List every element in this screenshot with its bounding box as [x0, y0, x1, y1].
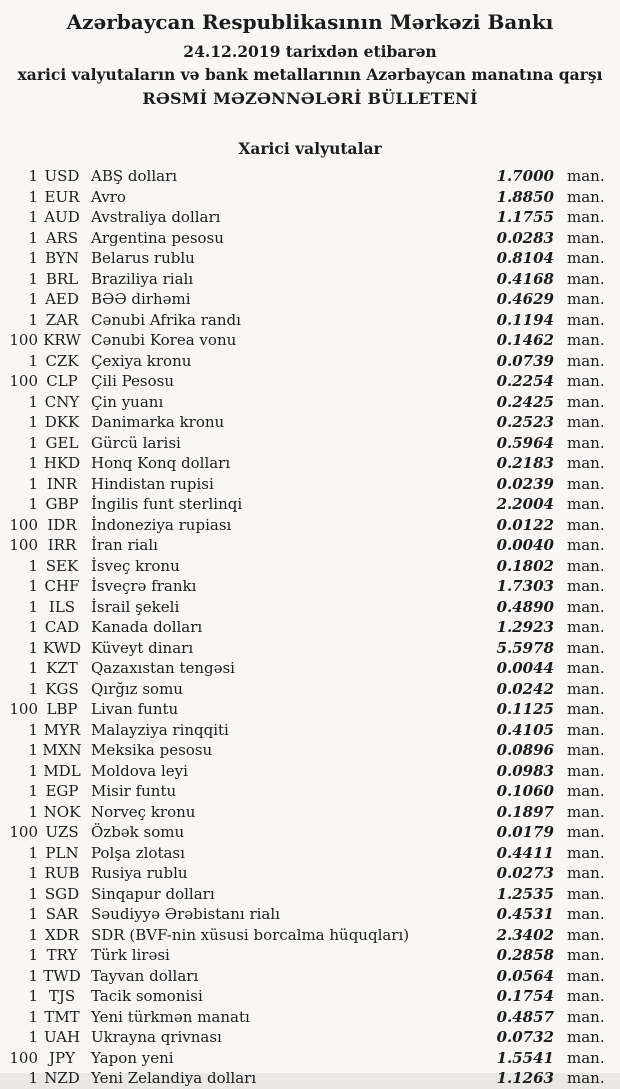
unit-label: man. [567, 577, 605, 595]
rate-row-pln [0, 843, 620, 864]
unit-label: man. [567, 659, 605, 677]
currency-code: TWD [43, 966, 81, 985]
unit-label: man. [567, 269, 605, 288]
exchange-rate-value: 1.2923 [496, 618, 554, 636]
currency-code: CLP [46, 372, 78, 390]
currency-name: SDR (BVF-nin xüsusi borcalma hüquqları) [91, 925, 410, 944]
currency-code: AUD [44, 208, 80, 226]
rate-row-usd [0, 166, 620, 187]
rate-row-tjs [0, 986, 620, 1007]
quantity-value: 100 [9, 331, 38, 349]
exchange-rate-value: 0.0983 [496, 761, 554, 780]
unit-label: man. [567, 495, 605, 513]
rate-row-aed [0, 289, 620, 310]
unit-label: man. [567, 454, 605, 472]
unit-label: man. [567, 556, 605, 575]
unit-label: man. [567, 741, 605, 759]
currency-name: Livan funtu [91, 700, 179, 718]
rate-row-uah [0, 1027, 620, 1048]
rate-row-kzt [0, 658, 620, 679]
exchange-rate-value: 0.0242 [496, 679, 554, 698]
currency-name: Sinqapur dolları [91, 884, 215, 903]
quantity-value: 100 [9, 700, 38, 718]
quantity-value: 1 [28, 187, 38, 206]
exchange-rate-value: 0.0122 [496, 515, 554, 534]
currency-code: CHF [44, 577, 80, 595]
exchange-rate-value: 0.4890 [496, 597, 554, 616]
rate-row-kgs [0, 679, 620, 700]
rates-table [0, 166, 620, 1089]
unit-label: man. [567, 884, 605, 903]
currency-code: RUB [44, 864, 80, 882]
rate-row-rub [0, 863, 620, 884]
exchange-rate-value: 0.1462 [496, 331, 554, 349]
currency-name: Moldova leyi [91, 761, 188, 780]
currency-name: Çexiya kronu [91, 351, 192, 370]
rate-row-ars [0, 228, 620, 249]
exchange-rate-value: 0.1897 [496, 802, 554, 821]
currency-code: ILS [48, 597, 76, 616]
quantity-value: 100 [9, 823, 38, 841]
rate-row-sek [0, 556, 620, 577]
currency-name: Rusiya rublu [91, 864, 188, 882]
currency-name: İran rialı [91, 536, 158, 554]
currency-name: Çin yuanı [91, 392, 164, 411]
currency-code: EUR [44, 187, 80, 206]
quantity-value: 1 [28, 310, 38, 329]
quantity-value: 1 [28, 228, 38, 247]
unit-label: man. [567, 187, 605, 206]
currency-code: SAR [45, 905, 79, 923]
currency-code: HKD [43, 454, 81, 472]
currency-code: EGP [45, 782, 79, 800]
currency-name: Yapon yeni [91, 1048, 174, 1067]
currency-code: DKK [44, 413, 80, 431]
currency-code: XDR [45, 925, 79, 944]
rate-row-sar [0, 904, 620, 925]
quantity-value: 1 [28, 556, 38, 575]
quantity-value: 1 [28, 782, 38, 800]
currency-name: Yeni türkmən manatı [91, 1007, 250, 1026]
quantity-value: 100 [9, 1048, 38, 1067]
rate-row-aud [0, 207, 620, 228]
unit-label: man. [567, 351, 605, 370]
exchange-rate-value: 0.0283 [496, 228, 554, 247]
currency-name: Hindistan rupisi [91, 474, 214, 493]
exchange-rate-value: 0.4411 [496, 843, 554, 862]
rate-row-eur [0, 187, 620, 208]
currency-code: KWD [42, 638, 82, 657]
unit-label: man. [567, 372, 605, 390]
quantity-value: 1 [28, 433, 38, 452]
currency-code: TRY [46, 946, 78, 964]
exchange-rate-value: 0.1125 [496, 700, 554, 718]
rate-row-tmt [0, 1007, 620, 1028]
exchange-rate-value: 0.4629 [496, 290, 554, 308]
currency-name: Qırğız somu [91, 679, 183, 698]
rate-row-twd [0, 966, 620, 987]
rate-row-lbp [0, 699, 620, 720]
quantity-value: 1 [28, 843, 38, 862]
currency-code: NOK [43, 802, 81, 821]
currency-code: GBP [45, 495, 79, 513]
currency-code: KZT [46, 659, 78, 677]
currency-code: UZS [45, 823, 79, 841]
currency-name: Misir funtu [91, 782, 177, 800]
currency-code: MYR [43, 720, 81, 739]
rate-row-sgd [0, 884, 620, 905]
unit-label: man. [567, 843, 605, 862]
exchange-rate-value: 0.2183 [496, 454, 554, 472]
unit-label: man. [567, 823, 605, 841]
unit-label: man. [567, 597, 605, 616]
currency-code: JPY [48, 1048, 75, 1067]
exchange-rate-value: 0.2523 [496, 413, 554, 431]
currency-name: İndoneziya rupiası [91, 515, 232, 534]
rate-row-hkd [0, 453, 620, 474]
currency-name: Qazaxıstan tengəsi [91, 659, 235, 677]
currency-code: SGD [44, 884, 80, 903]
unit-label: man. [567, 474, 605, 493]
exchange-rate-value: 0.4168 [496, 269, 554, 288]
exchange-rate-value: 0.2858 [496, 946, 554, 964]
rate-row-xdr [0, 925, 620, 946]
quantity-value: 1 [28, 884, 38, 903]
exchange-rate-value: 1.8850 [496, 187, 554, 206]
currency-code: CZK [45, 351, 79, 370]
unit-label: man. [567, 700, 605, 718]
unit-label: man. [567, 864, 605, 882]
rate-row-gbp [0, 494, 620, 515]
quantity-value: 1 [28, 905, 38, 923]
quantity-value: 1 [28, 495, 38, 513]
bulletin-subtitle: xarici valyutaların və bank metallarının Azərbaycan manatına qarşı [17, 65, 603, 84]
quantity-value: 1 [28, 618, 38, 636]
rate-row-mdl [0, 761, 620, 782]
currency-code: TJS [48, 987, 76, 1005]
currency-code: USD [44, 167, 80, 185]
currency-code: AED [45, 290, 79, 308]
rate-row-idr [0, 515, 620, 536]
rate-row-brl [0, 269, 620, 290]
exchange-rate-value: 0.2254 [496, 372, 554, 390]
currency-name: Ukrayna qrivnası [91, 1028, 222, 1046]
currency-name: Kanada dolları [91, 618, 203, 636]
rate-row-inr [0, 474, 620, 495]
quantity-value: 1 [28, 987, 38, 1005]
unit-label: man. [567, 1007, 605, 1026]
exchange-rate-value: 0.1754 [496, 987, 554, 1005]
unit-label: man. [567, 987, 605, 1005]
unit-label: man. [567, 331, 605, 349]
currency-name: Tayvan dolları [91, 966, 199, 985]
rate-row-irr [0, 535, 620, 556]
exchange-rate-value: 0.0044 [496, 659, 554, 677]
unit-label: man. [567, 433, 605, 452]
exchange-rate-value: 1.1755 [496, 208, 554, 226]
unit-label: man. [567, 1069, 605, 1087]
currency-name: BƏƏ dirhəmi [91, 290, 191, 308]
unit-label: man. [567, 167, 605, 185]
rate-row-cad [0, 617, 620, 638]
rate-row-chf [0, 576, 620, 597]
bulletin-name: RƏSMİ MƏZƏNNƏLƏRİ BÜLLETENİ [142, 89, 478, 108]
quantity-value: 1 [28, 392, 38, 411]
unit-label: man. [567, 905, 605, 923]
rate-row-nzd [0, 1068, 620, 1089]
quantity-value: 1 [28, 659, 38, 677]
currency-name: Türk lirəsi [91, 946, 170, 964]
exchange-rate-value: 2.3402 [496, 925, 554, 944]
rate-row-jpy [0, 1048, 620, 1069]
rate-row-gel [0, 433, 620, 454]
unit-label: man. [567, 782, 605, 800]
unit-label: man. [567, 1048, 605, 1067]
currency-name: Polşa zlotası [91, 843, 185, 862]
quantity-value: 1 [28, 802, 38, 821]
effective-date-line: 24.12.2019 tarixdən etibarən [183, 42, 437, 61]
currency-name: Norveç kronu [91, 802, 196, 821]
unit-label: man. [567, 638, 605, 657]
exchange-rate-value: 0.5964 [496, 433, 554, 452]
exchange-rate-value: 0.1194 [496, 310, 554, 329]
quantity-value: 1 [28, 946, 38, 964]
quantity-value: 1 [28, 269, 38, 288]
exchange-rate-value: 1.5541 [496, 1048, 554, 1067]
currency-name: Avro [91, 187, 126, 206]
exchange-rate-value: 0.0732 [496, 1028, 554, 1046]
currency-code: IDR [47, 515, 77, 534]
currency-code: MDL [43, 761, 81, 780]
unit-label: man. [567, 966, 605, 985]
rate-row-dkk [0, 412, 620, 433]
currency-code: NZD [44, 1069, 80, 1087]
quantity-value: 1 [28, 290, 38, 308]
quantity-value: 1 [28, 454, 38, 472]
quantity-value: 1 [28, 413, 38, 431]
quantity-value: 1 [28, 966, 38, 985]
currency-code: UAH [43, 1028, 81, 1046]
currency-name: Belarus rublu [91, 249, 195, 267]
currency-name: Honq Konq dolları [91, 454, 231, 472]
currency-code: BRL [45, 269, 79, 288]
quantity-value: 1 [28, 1069, 38, 1087]
quantity-value: 1 [28, 925, 38, 944]
exchange-rate-value: 0.0564 [496, 966, 554, 985]
quantity-value: 1 [28, 1028, 38, 1046]
quantity-value: 1 [28, 1007, 38, 1026]
rate-row-krw [0, 330, 620, 351]
exchange-rate-value: 2.2004 [496, 495, 554, 513]
rate-row-ils [0, 597, 620, 618]
rate-row-byn [0, 248, 620, 269]
rate-row-try [0, 945, 620, 966]
rate-row-clp [0, 371, 620, 392]
quantity-value: 1 [28, 577, 38, 595]
exchange-rate-value: 0.1060 [496, 782, 554, 800]
exchange-rate-value: 1.1263 [496, 1069, 554, 1087]
exchange-rate-value: 1.2535 [496, 884, 554, 903]
unit-label: man. [567, 310, 605, 329]
exchange-rate-value: 0.0239 [496, 474, 554, 493]
currency-code: KGS [45, 679, 79, 698]
unit-label: man. [567, 228, 605, 247]
unit-label: man. [567, 761, 605, 780]
currency-name: Gürcü larisi [91, 433, 181, 452]
currency-name: Küveyt dinarı [91, 638, 194, 657]
rate-row-kwd [0, 638, 620, 659]
unit-label: man. [567, 515, 605, 534]
currency-name: Yeni Zelandiya dolları [91, 1069, 257, 1087]
exchange-rate-value: 1.7000 [496, 167, 554, 185]
bank-title: Azərbaycan Respublikasının Mərkəzi Bankı [66, 10, 554, 34]
currency-code: CNY [44, 392, 80, 411]
currency-name: Cənubi Afrika randı [91, 310, 241, 329]
rate-row-egp [0, 781, 620, 802]
exchange-rate-value: 0.0896 [496, 741, 554, 759]
quantity-value: 1 [28, 638, 38, 657]
currency-code: IRR [47, 536, 77, 554]
currency-code: ZAR [45, 310, 79, 329]
exchange-rate-value: 0.1802 [496, 556, 554, 575]
exchange-rate-value: 0.4105 [496, 720, 554, 739]
currency-code: GEL [45, 433, 79, 452]
currency-name: Argentina pesosu [91, 228, 224, 247]
currency-name: Danimarka kronu [91, 413, 225, 431]
exchange-rate-value: 0.0179 [496, 823, 554, 841]
quantity-value: 1 [28, 864, 38, 882]
unit-label: man. [567, 208, 605, 226]
quantity-value: 1 [28, 761, 38, 780]
rate-row-czk [0, 351, 620, 372]
currency-name: İngilis funt sterlinqi [91, 495, 243, 513]
currency-name: İsveçrə frankı [91, 577, 197, 595]
rate-row-mxn [0, 740, 620, 761]
currency-name: İsrail şekeli [91, 597, 180, 616]
currency-code: CAD [44, 618, 80, 636]
currency-name: Avstraliya dolları [91, 208, 221, 226]
quantity-value: 1 [28, 474, 38, 493]
currency-code: KRW [43, 331, 81, 349]
currency-name: Çili Pesosu [91, 372, 175, 390]
quantity-value: 1 [28, 167, 38, 185]
currency-name: Malayziya rinqqiti [91, 720, 229, 739]
quantity-value: 1 [28, 249, 38, 267]
currency-name: Tacik somonisi [91, 987, 203, 1005]
currency-code: MXN [42, 741, 82, 759]
currency-name: Səudiyyə Ərəbistanı rialı [91, 905, 280, 923]
quantity-value: 1 [28, 597, 38, 616]
quantity-value: 1 [28, 208, 38, 226]
exchange-rate-value: 0.0040 [496, 536, 554, 554]
unit-label: man. [567, 679, 605, 698]
unit-label: man. [567, 413, 605, 431]
rate-row-nok [0, 802, 620, 823]
exchange-rate-value: 1.7303 [496, 577, 554, 595]
exchange-rate-value: 0.0739 [496, 351, 554, 370]
unit-label: man. [567, 802, 605, 821]
exchange-rate-value: 0.0273 [496, 864, 554, 882]
unit-label: man. [567, 925, 605, 944]
unit-label: man. [567, 1028, 605, 1046]
unit-label: man. [567, 290, 605, 308]
currency-code: TMT [44, 1007, 80, 1026]
currency-name: Özbək somu [91, 823, 185, 841]
rate-row-cny [0, 392, 620, 413]
quantity-value: 100 [9, 536, 38, 554]
unit-label: man. [567, 618, 605, 636]
exchange-rate-value: 0.4531 [496, 905, 554, 923]
exchange-rate-value: 0.8104 [496, 249, 554, 267]
currency-code: LBP [46, 700, 78, 718]
exchange-rate-value: 5.5978 [496, 638, 554, 657]
currency-code: INR [46, 474, 78, 493]
currency-code: ARS [45, 228, 79, 247]
exchange-rate-value: 0.4857 [496, 1007, 554, 1026]
quantity-value: 1 [28, 679, 38, 698]
bulletin-header [0, 0, 620, 110]
rate-row-zar [0, 310, 620, 331]
unit-label: man. [567, 946, 605, 964]
quantity-value: 1 [28, 351, 38, 370]
quantity-value: 100 [9, 372, 38, 390]
currency-name: Braziliya rialı [91, 269, 194, 288]
quantity-value: 1 [28, 741, 38, 759]
currency-name: Cənubi Korea vonu [91, 331, 237, 349]
currency-name: ABŞ dolları [91, 167, 178, 185]
rate-row-uzs [0, 822, 620, 843]
quantity-value: 100 [9, 515, 38, 534]
exchange-rate-value: 0.2425 [496, 392, 554, 411]
quantity-value: 1 [28, 720, 38, 739]
currency-code: SEK [45, 556, 79, 575]
rate-row-myr [0, 720, 620, 741]
currency-name: İsveç kronu [91, 556, 180, 575]
unit-label: man. [567, 536, 605, 554]
currency-name: Meksika pesosu [91, 741, 213, 759]
unit-label: man. [567, 720, 605, 739]
currency-code: BYN [45, 249, 79, 267]
section-title-foreign-currencies: Xarici valyutalar [238, 139, 382, 158]
currency-code: PLN [45, 843, 79, 862]
unit-label: man. [567, 392, 605, 411]
unit-label: man. [567, 249, 605, 267]
